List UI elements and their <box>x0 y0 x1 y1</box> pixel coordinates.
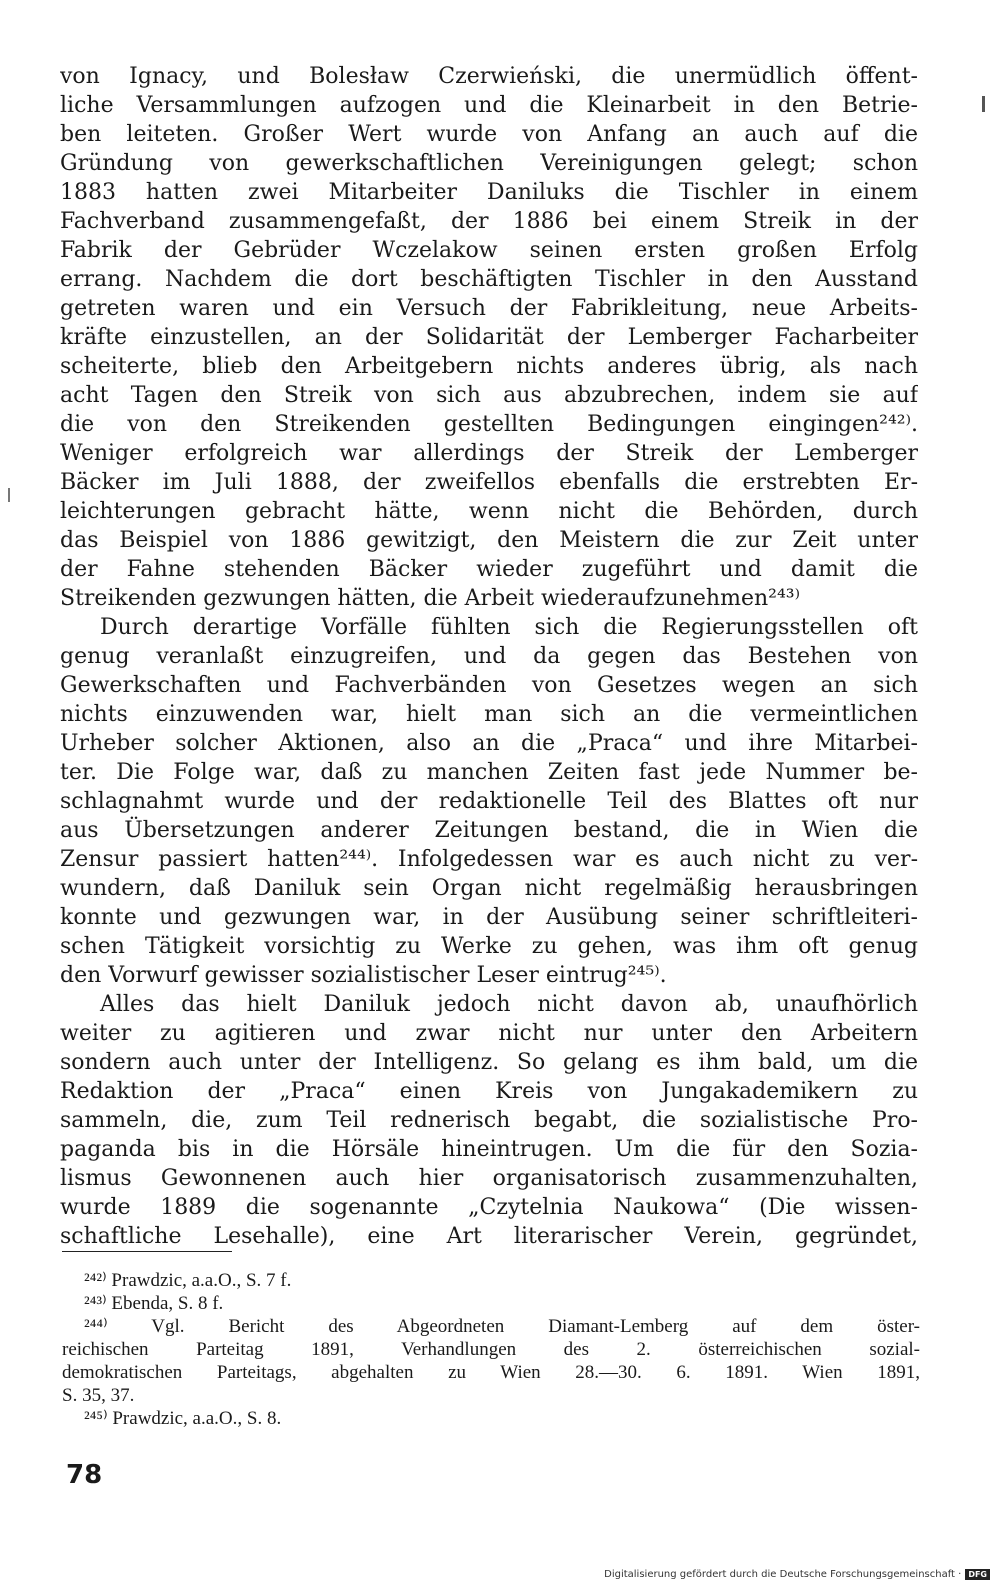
text-line: scheiterte, blieb den Arbeitgebern nichts anderes übrig, als nach <box>60 354 918 379</box>
scan-artifact <box>982 96 985 112</box>
footnote: S. 35, 37. <box>62 1385 135 1406</box>
text-line: Fachverband zusammengefaßt, der 1886 bei einem Streik in der <box>60 209 918 234</box>
text-line: Zensur passiert hatten²⁴⁴⁾. Infolgedessen war es auch nicht zu ver- <box>60 847 918 872</box>
text-line: wurde 1889 die sogenannte „Czytelnia Naukowa“ (Die wissen- <box>60 1195 918 1220</box>
text-line: den Vorwurf gewisser sozialistischer Leser eintrug²⁴⁵⁾. <box>60 963 667 988</box>
text-line: leichterungen gebracht hätte, wenn nicht die Behörden, durch <box>60 499 918 524</box>
text-line: der Fahne stehenden Bäcker wieder zugeführt und damit die <box>60 557 918 582</box>
text-line: Durch derartige Vorfälle fühlten sich die Regierungsstellen oft <box>100 615 918 640</box>
text-line: Alles das hielt Daniluk jedoch nicht davon ab, unaufhörlich <box>100 992 918 1017</box>
text-line: paganda bis in die Hörsäle hineintrugen. Um die für den Sozia- <box>60 1137 918 1162</box>
text-line: nichts einzuwenden war, hielt man sich an die vermeintlichen <box>60 702 918 727</box>
text-line: aus Übersetzungen anderer Zeitungen bestand, die in Wien die <box>60 818 918 843</box>
text-line: das Beispiel von 1886 gewitzigt, den Meistern die zur Zeit unter <box>60 528 918 553</box>
text-line: schaftliche Lesehalle), eine Art literarischer Verein, gegründet, <box>60 1224 918 1249</box>
text-line: Gründung von gewerkschaftlichen Vereinigungen gelegt; schon <box>60 151 918 176</box>
text-line: Bäcker im Juli 1888, der zweifellos ebenfalls die erstrebten Er- <box>60 470 918 495</box>
text-line: Urheber solcher Aktionen, also an die „Praca“ und ihre Mitarbei- <box>60 731 918 756</box>
text-line: schen Tätigkeit vorsichtig zu Werke zu gehen, was ihm oft genug <box>60 934 918 959</box>
scan-artifact <box>8 488 10 502</box>
text-line: die von den Streikenden gestellten Bedingungen eingingen²⁴²⁾. <box>60 412 918 437</box>
digitization-notice <box>604 1569 990 1580</box>
text-line: acht Tagen den Streik von sich aus abzubrechen, indem sie auf <box>60 383 918 408</box>
text-line: Streikenden gezwungen hätten, die Arbeit wiederaufzunehmen²⁴³⁾ <box>60 586 801 611</box>
text-line: sammeln, die, zum Teil rednerisch begabt, die sozialistische Pro- <box>60 1108 918 1133</box>
text-line: Fabrik der Gebrüder Wczelakow seinen ersten großen Erfolg <box>60 238 918 263</box>
footnote: ²⁴³⁾ Ebenda, S. 8 f. <box>84 1293 224 1314</box>
footnote: ²⁴²⁾ Prawdzic, a.a.O., S. 7 f. <box>84 1270 292 1291</box>
text-line: 1883 hatten zwei Mitarbeiter Daniluks die Tischler in einem <box>60 180 918 205</box>
text-line: sondern auch unter der Intelligenz. So gelang es ihm bald, um die <box>60 1050 918 1075</box>
footnote: reichischen Parteitag 1891, Verhandlungen des 2. österreichischen sozial- <box>62 1339 920 1360</box>
footnote: demokratischen Parteitags, abgehalten zu Wien 28.—30. 6. 1891. Wien 1891, <box>62 1362 920 1383</box>
text-line: Gewerkschaften und Fachverbänden von Gesetzes wegen an sich <box>60 673 918 698</box>
text-line: wundern, daß Daniluk sein Organ nicht regelmäßig herausbringen <box>60 876 918 901</box>
text-line: ter. Die Folge war, daß zu manchen Zeiten fast jede Nummer be- <box>60 760 918 785</box>
footnote: ²⁴⁴⁾ Vgl. Bericht des Abgeordneten Diamant-Lemberg auf dem öster- <box>84 1316 920 1337</box>
text-line: schlagnahmt wurde und der redaktionelle Teil des Blattes oft nur <box>60 789 918 814</box>
digitization-notice-text: Digitalisierung gefördert durch die Deutsche Forschungsgemeinschaft · <box>604 1569 962 1580</box>
text-line: Weniger erfolgreich war allerdings der Streik der Lemberger <box>60 441 918 466</box>
text-line: Redaktion der „Praca“ einen Kreis von Jungakademikern zu <box>60 1079 918 1104</box>
text-line: kräfte einzustellen, an der Solidarität der Lemberger Facharbeiter <box>60 325 918 350</box>
text-line: ben leiteten. Großer Wert wurde von Anfang an auch auf die <box>60 122 918 147</box>
dfg-logo: DFG <box>965 1569 990 1580</box>
footnote-divider <box>62 1251 232 1252</box>
text-line: von Ignacy, und Bolesław Czerwieński, die unermüdlich öffent- <box>60 64 918 89</box>
text-line: konnte und gezwungen war, in der Ausübung seiner schriftleiteri- <box>60 905 918 930</box>
text-line: liche Versammlungen aufzogen und die Kleinarbeit in den Betrie- <box>60 93 918 118</box>
page-number: 78 <box>66 1460 103 1490</box>
footnote: ²⁴⁵⁾ Prawdzic, a.a.O., S. 8. <box>84 1408 282 1429</box>
text-line: weiter zu agitieren und zwar nicht nur unter den Arbeitern <box>60 1021 918 1046</box>
text-line: getreten waren und ein Versuch der Fabrikleitung, neue Arbeits- <box>60 296 918 321</box>
text-line: errang. Nachdem die dort beschäftigten Tischler in den Ausstand <box>60 267 918 292</box>
text-line: lismus Gewonnenen auch hier organisatorisch zusammenzuhalten, <box>60 1166 918 1191</box>
text-line: genug veranlaßt einzugreifen, und da gegen das Bestehen von <box>60 644 918 669</box>
